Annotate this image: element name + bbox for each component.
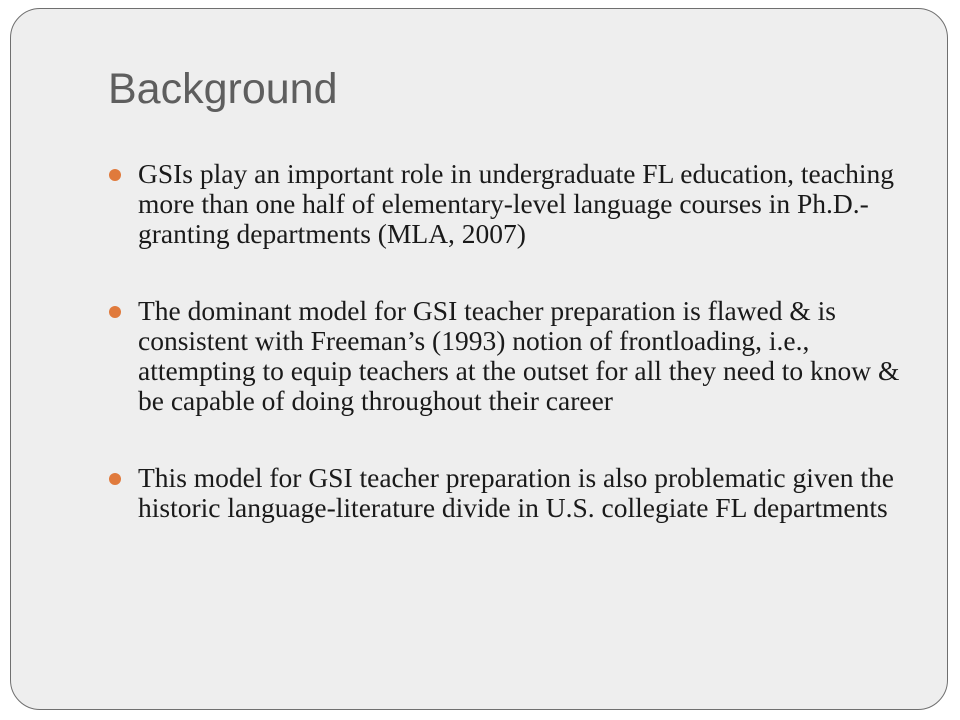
bullet-dot-icon [109,473,121,485]
slide-frame [10,8,948,710]
bullet-text: The dominant model for GSI teacher preparation is flawed & is consistent with Freeman’s (1993) notion of frontloading, i.e., attempting to equip teachers at the outset for all they need to know & be capable of doing throughout their career [138,295,900,416]
bullet-list [108,159,928,570]
slide-title: Background [108,65,338,113]
bullet-item [108,296,928,416]
bullet-text: GSIs play an important role in undergraduate FL education, teaching more than one half of elementary-level language courses in Ph.D.-granting departments (MLA, 2007) [138,158,895,249]
bullet-item [108,463,928,523]
bullet-dot-icon [109,306,121,318]
bullet-dot-icon [109,169,121,181]
bullet-item [108,159,928,249]
bullet-text: This model for GSI teacher preparation is also problematic given the historic language-literature divide in U.S. collegiate FL departments [138,462,895,523]
